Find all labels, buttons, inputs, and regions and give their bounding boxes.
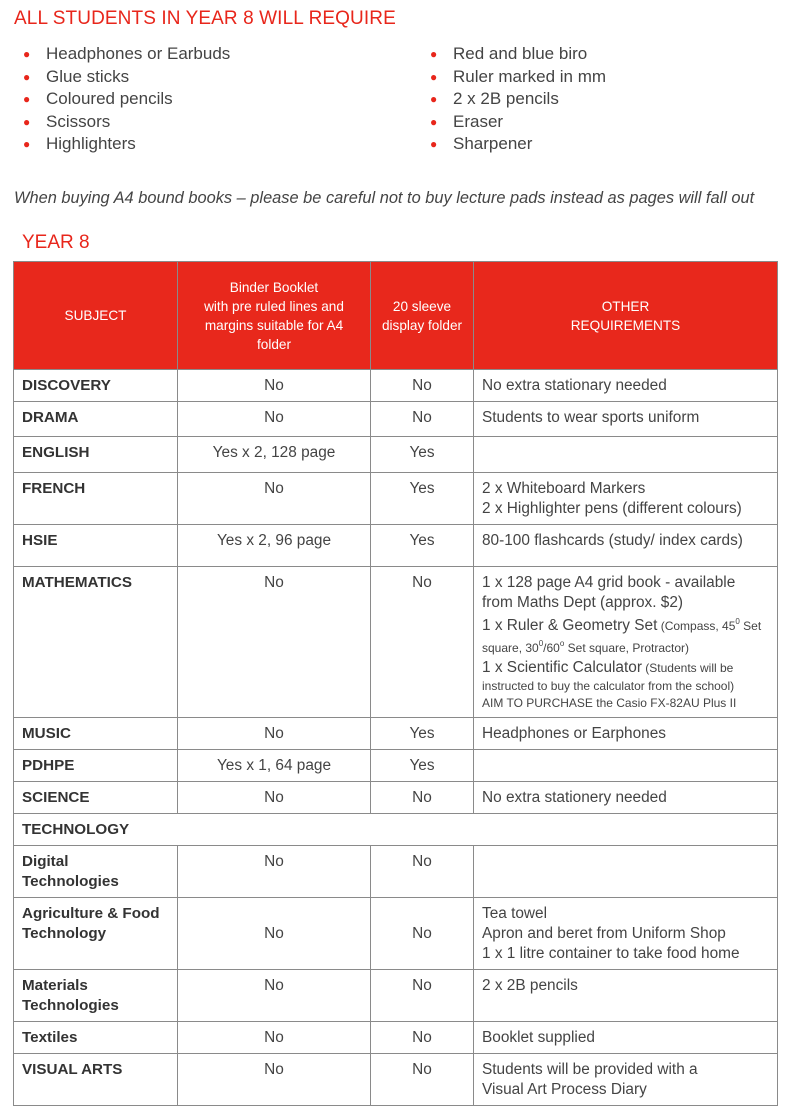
bullet-icon: ●	[430, 114, 438, 129]
bullet-icon: ●	[23, 92, 31, 106]
table-row	[14, 970, 778, 1022]
sleeve-cell: Yes	[371, 473, 474, 525]
other-cell: Students to wear sports uniform	[474, 402, 778, 437]
subject-cell: MUSIC	[14, 718, 178, 750]
sleeve-cell: No	[371, 402, 474, 437]
subject-cell: HSIE	[14, 525, 178, 567]
bullet-icon: ●	[430, 47, 438, 61]
bullet-icon: ●	[430, 137, 438, 151]
binder-cell: Yes x 2, 128 page	[178, 437, 371, 473]
list-item: ● Eraser	[422, 111, 606, 134]
binder-cell: No	[178, 402, 371, 437]
section-title: YEAR 8	[22, 232, 90, 253]
other-cell	[474, 846, 778, 898]
list-item: ● Glue sticks	[15, 66, 230, 89]
sleeve-cell: Yes	[371, 750, 474, 782]
page-title: ALL STUDENTS IN YEAR 8 WILL REQUIRE	[14, 8, 396, 29]
bullet-icon: ●	[23, 69, 31, 84]
list-item: ● Red and blue biro	[422, 43, 606, 66]
requirements-table	[13, 261, 778, 1106]
binder-cell: No	[178, 970, 371, 1022]
subject-cell: PDHPE	[14, 750, 178, 782]
binder-cell: Yes x 1, 64 page	[178, 750, 371, 782]
subject-cell: Textiles	[14, 1022, 178, 1054]
table-row	[14, 750, 778, 782]
binder-cell: No	[178, 846, 371, 898]
other-cell: 1 x 128 page A4 grid book - available from Maths Dept (approx. $2) 1 x Ruler & Geometry Set (Compass, $45^0$ Set square, $30^0/60^o$ Set square, Protractor) 1 x Scientific Calculator (Students will be instructed to buy the calculator from the school) AIM TO PURCHASE the Casio FX-82AU Plus II	[474, 567, 778, 718]
list-item: ● Coloured pencils	[15, 88, 230, 111]
table-header-row	[14, 262, 778, 370]
header-other-requirements: OTHER REQUIREMENTS	[474, 262, 778, 370]
subject-cell: SCIENCE	[14, 782, 178, 814]
header-display-folder: 20 sleeve display folder	[371, 262, 474, 370]
subject-cell: VISUAL ARTS	[14, 1054, 178, 1106]
binder-cell: Yes x 2, 96 page	[178, 525, 371, 567]
table-row	[14, 814, 778, 846]
other-cell: Students will be provided with a Visual Art Process Diary	[474, 1054, 778, 1106]
table-row	[14, 782, 778, 814]
sleeve-cell: Yes	[371, 718, 474, 750]
bullet-icon: ●	[430, 69, 438, 84]
booklet-warning-note: When buying A4 bound books – please be careful not to buy lecture pads instead as pages will fall out	[14, 189, 755, 207]
subject-cell: FRENCH	[14, 473, 178, 525]
other-cell: 2 x 2B pencils	[474, 970, 778, 1022]
table-row	[14, 402, 778, 437]
binder-cell: No	[178, 567, 371, 718]
bullet-icon: ●	[23, 137, 31, 151]
other-cell	[474, 750, 778, 782]
binder-cell: No	[178, 370, 371, 402]
table-row	[14, 1022, 778, 1054]
technology-section-cell: TECHNOLOGY	[14, 814, 778, 846]
list-item: ● Scissors	[15, 111, 230, 134]
other-cell: 2 x Whiteboard Markers 2 x Highlighter pens (different colours)	[474, 473, 778, 525]
binder-cell: No	[178, 718, 371, 750]
sleeve-cell: No	[371, 970, 474, 1022]
binder-cell: No	[178, 1054, 371, 1106]
list-item: ● 2 x 2B pencils	[422, 88, 606, 111]
sleeve-cell: Yes	[371, 437, 474, 473]
table-row	[14, 437, 778, 473]
subject-cell: DRAMA	[14, 402, 178, 437]
sleeve-cell: No	[371, 1054, 474, 1106]
sleeve-cell: No	[371, 1022, 474, 1054]
bullet-icon: ●	[430, 92, 438, 106]
table-row	[14, 473, 778, 525]
subject-cell: ENGLISH	[14, 437, 178, 473]
sleeve-cell: No	[371, 898, 474, 970]
binder-cell: No	[178, 473, 371, 525]
required-items-left	[15, 43, 230, 156]
other-cell	[474, 437, 778, 473]
binder-cell: No	[178, 898, 371, 970]
table-row	[14, 898, 778, 970]
sleeve-cell: No	[371, 370, 474, 402]
other-cell: Booklet supplied	[474, 1022, 778, 1054]
header-subject: SUBJECT	[14, 262, 178, 370]
list-item: ● Sharpener	[422, 133, 606, 156]
table-row	[14, 846, 778, 898]
subject-cell: Materials Technologies	[14, 970, 178, 1022]
other-cell: 80-100 flashcards (study/ index cards)	[474, 525, 778, 567]
subject-cell: MATHEMATICS	[14, 567, 178, 718]
table-row	[14, 525, 778, 567]
subject-cell: Digital Technologies	[14, 846, 178, 898]
table-row	[14, 567, 778, 718]
subject-cell: Agriculture & Food Technology	[14, 898, 178, 970]
other-cell: No extra stationary needed	[474, 370, 778, 402]
header-binder-booklet: Binder Booklet with pre ruled lines and margins suitable for A4 folder	[178, 262, 371, 370]
table-row	[14, 370, 778, 402]
bullet-icon: ●	[23, 114, 31, 129]
table-row	[14, 718, 778, 750]
other-cell: Tea towel Apron and beret from Uniform Shop 1 x 1 litre container to take food home	[474, 898, 778, 970]
binder-cell: No	[178, 1022, 371, 1054]
list-item: ● Ruler marked in mm	[422, 66, 606, 89]
list-item: ● Headphones or Earbuds	[15, 43, 230, 66]
list-item: ● Highlighters	[15, 133, 230, 156]
sleeve-cell: Yes	[371, 525, 474, 567]
bullet-icon: ●	[23, 47, 31, 61]
other-cell: No extra stationery needed	[474, 782, 778, 814]
sleeve-cell: No	[371, 846, 474, 898]
subject-cell: DISCOVERY	[14, 370, 178, 402]
binder-cell: No	[178, 782, 371, 814]
required-items-right	[422, 43, 606, 156]
sleeve-cell: No	[371, 782, 474, 814]
other-cell: Headphones or Earphones	[474, 718, 778, 750]
table-row	[14, 1054, 778, 1106]
sleeve-cell: No	[371, 567, 474, 718]
